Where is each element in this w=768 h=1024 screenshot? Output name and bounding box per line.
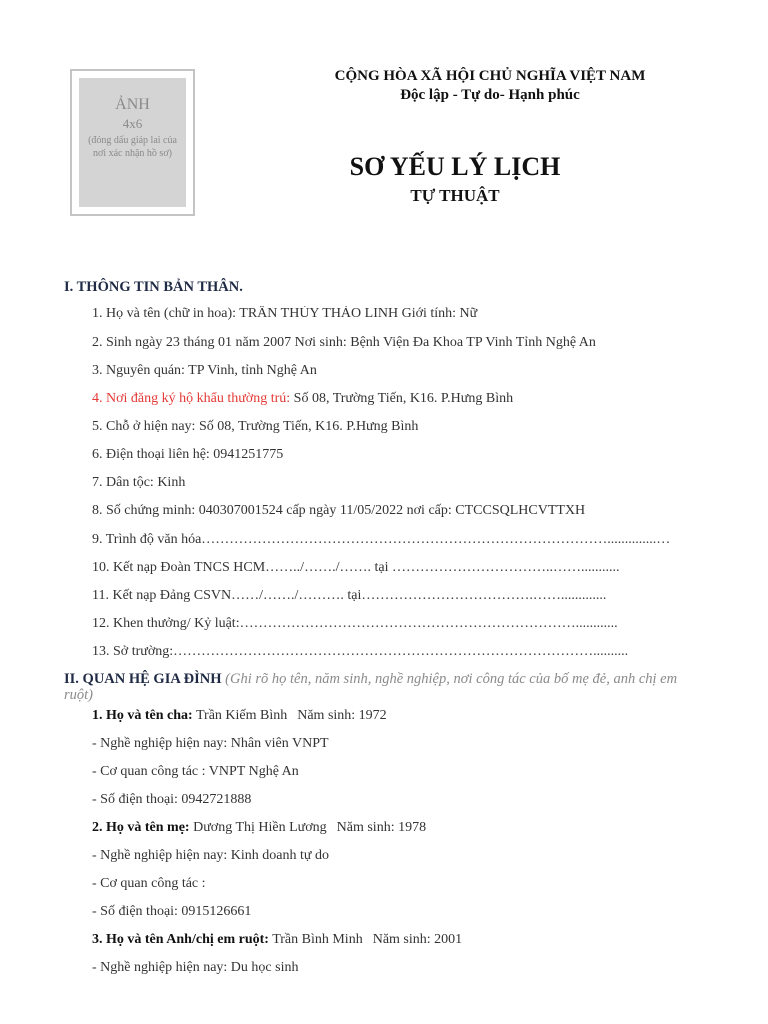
family-heading-note: (Ghi rõ họ tên, năm sinh, nghề nghiệp, nơi công tác của bố mẹ đẻ, anh chị em ruột) — [64, 671, 678, 703]
section-family-heading — [64, 671, 704, 703]
photo-size: 4x6 — [122, 116, 143, 131]
mother-name-line — [92, 820, 702, 836]
info-line-13: 13. Sở trường:……………………………………………………………………………….......... — [92, 644, 629, 659]
info-line-3: 3. Nguyên quán: TP Vinh, tỉnh Nghệ An — [92, 363, 317, 378]
sibling-job-line: - Nghề nghiệp hiện nay: Du học sinh — [92, 960, 299, 975]
national-motto: Độc lập - Tự do- Hạnh phúc — [400, 87, 580, 103]
photo-title: ẢNH — [115, 96, 150, 113]
father-org-line: - Cơ quan công tác : VNPT Nghệ An — [92, 764, 299, 779]
info-line-9: 9. Trình độ văn hóa……………………………………………………………………………..............… — [92, 532, 671, 547]
father-label: 1. Họ và tên cha: — [92, 708, 193, 723]
info-line-1: 1. Họ và tên (chữ in hoa): TRẦN THÙY THẢO LINH Giới tính: Nữ — [92, 306, 478, 321]
section-personal-info-heading: I. THÔNG TIN BẢN THÂN. — [64, 279, 243, 295]
national-title: CỘNG HÒA XÃ HỘI CHỦ NGHĨA VIỆT NAM — [334, 68, 646, 84]
document-title: SƠ YẾU LÝ LỊCH — [349, 152, 561, 181]
document-subtitle: TỰ THUẬT — [410, 186, 500, 205]
info-line-2: 2. Sinh ngày 23 tháng 01 năm 2007 Nơi sinh: Bệnh Viện Đa Khoa TP Vinh Tỉnh Nghệ An — [92, 335, 596, 350]
info-line-5: 5. Chỗ ở hiện nay: Số 08, Trường Tiến, K16. P.Hưng Bình — [92, 419, 419, 434]
father-birth-year: Năm sinh: 1972 — [297, 708, 387, 723]
father-phone-line: - Số điện thoại: 0942721888 — [92, 792, 252, 807]
photo-area — [79, 78, 186, 207]
mother-label: 2. Họ và tên mẹ: — [92, 820, 190, 835]
info-line-6: 6. Điện thoại liên hệ: 0941251775 — [92, 447, 284, 462]
mother-phone-line: - Số điện thoại: 0915126661 — [92, 904, 252, 919]
residence-label: 4. Nơi đăng ký hộ khẩu thường trú: — [92, 391, 291, 406]
photo-note: (đóng dấu giáp lai của nơi xác nhận hồ sơ) — [88, 135, 177, 159]
mother-name: Dương Thị Hiền Lương — [189, 820, 327, 835]
family-heading-text: II. QUAN HỆ GIA ĐÌNH — [64, 671, 222, 687]
sibling-birth-year: Năm sinh: 2001 — [372, 932, 463, 947]
father-name-line — [92, 708, 702, 724]
info-line-11: 11. Kết nạp Đảng CSVN……/……./………. tại……………………………….……............. — [92, 588, 607, 603]
info-line-7: 7. Dân tộc: Kinh — [92, 475, 186, 490]
mother-birth-year: Năm sinh: 1978 — [336, 820, 427, 835]
photo-placeholder — [70, 69, 195, 216]
sibling-name-line — [92, 932, 702, 948]
info-line-8: 8. Số chứng minh: 040307001524 cấp ngày 11/05/2022 nơi cấp: CTCCSQLHCVTTXH — [92, 503, 586, 518]
info-line-12: 12. Khen thưởng/ Kỷ luật:………………………………………………………………............ — [92, 616, 618, 631]
mother-job-line: - Nghề nghiệp hiện nay: Kinh doanh tự do — [92, 848, 329, 863]
residence-value: Số 08, Trường Tiến, K16. P.Hưng Bình — [290, 391, 514, 406]
mother-org-line: - Cơ quan công tác : — [92, 876, 206, 891]
info-line-4 — [92, 391, 702, 407]
info-line-10: 10. Kết nạp Đoàn TNCS HCM……../……./……. tại ……………………………..……........... — [92, 560, 620, 575]
father-job-line: - Nghề nghiệp hiện nay: Nhân viên VNPT — [92, 736, 329, 751]
sibling-label: 3. Họ và tên Anh/chị em ruột: — [92, 932, 269, 947]
sibling-name: Trần Bình Minh — [268, 932, 363, 947]
father-name: Trần Kiếm Bình — [192, 708, 288, 723]
